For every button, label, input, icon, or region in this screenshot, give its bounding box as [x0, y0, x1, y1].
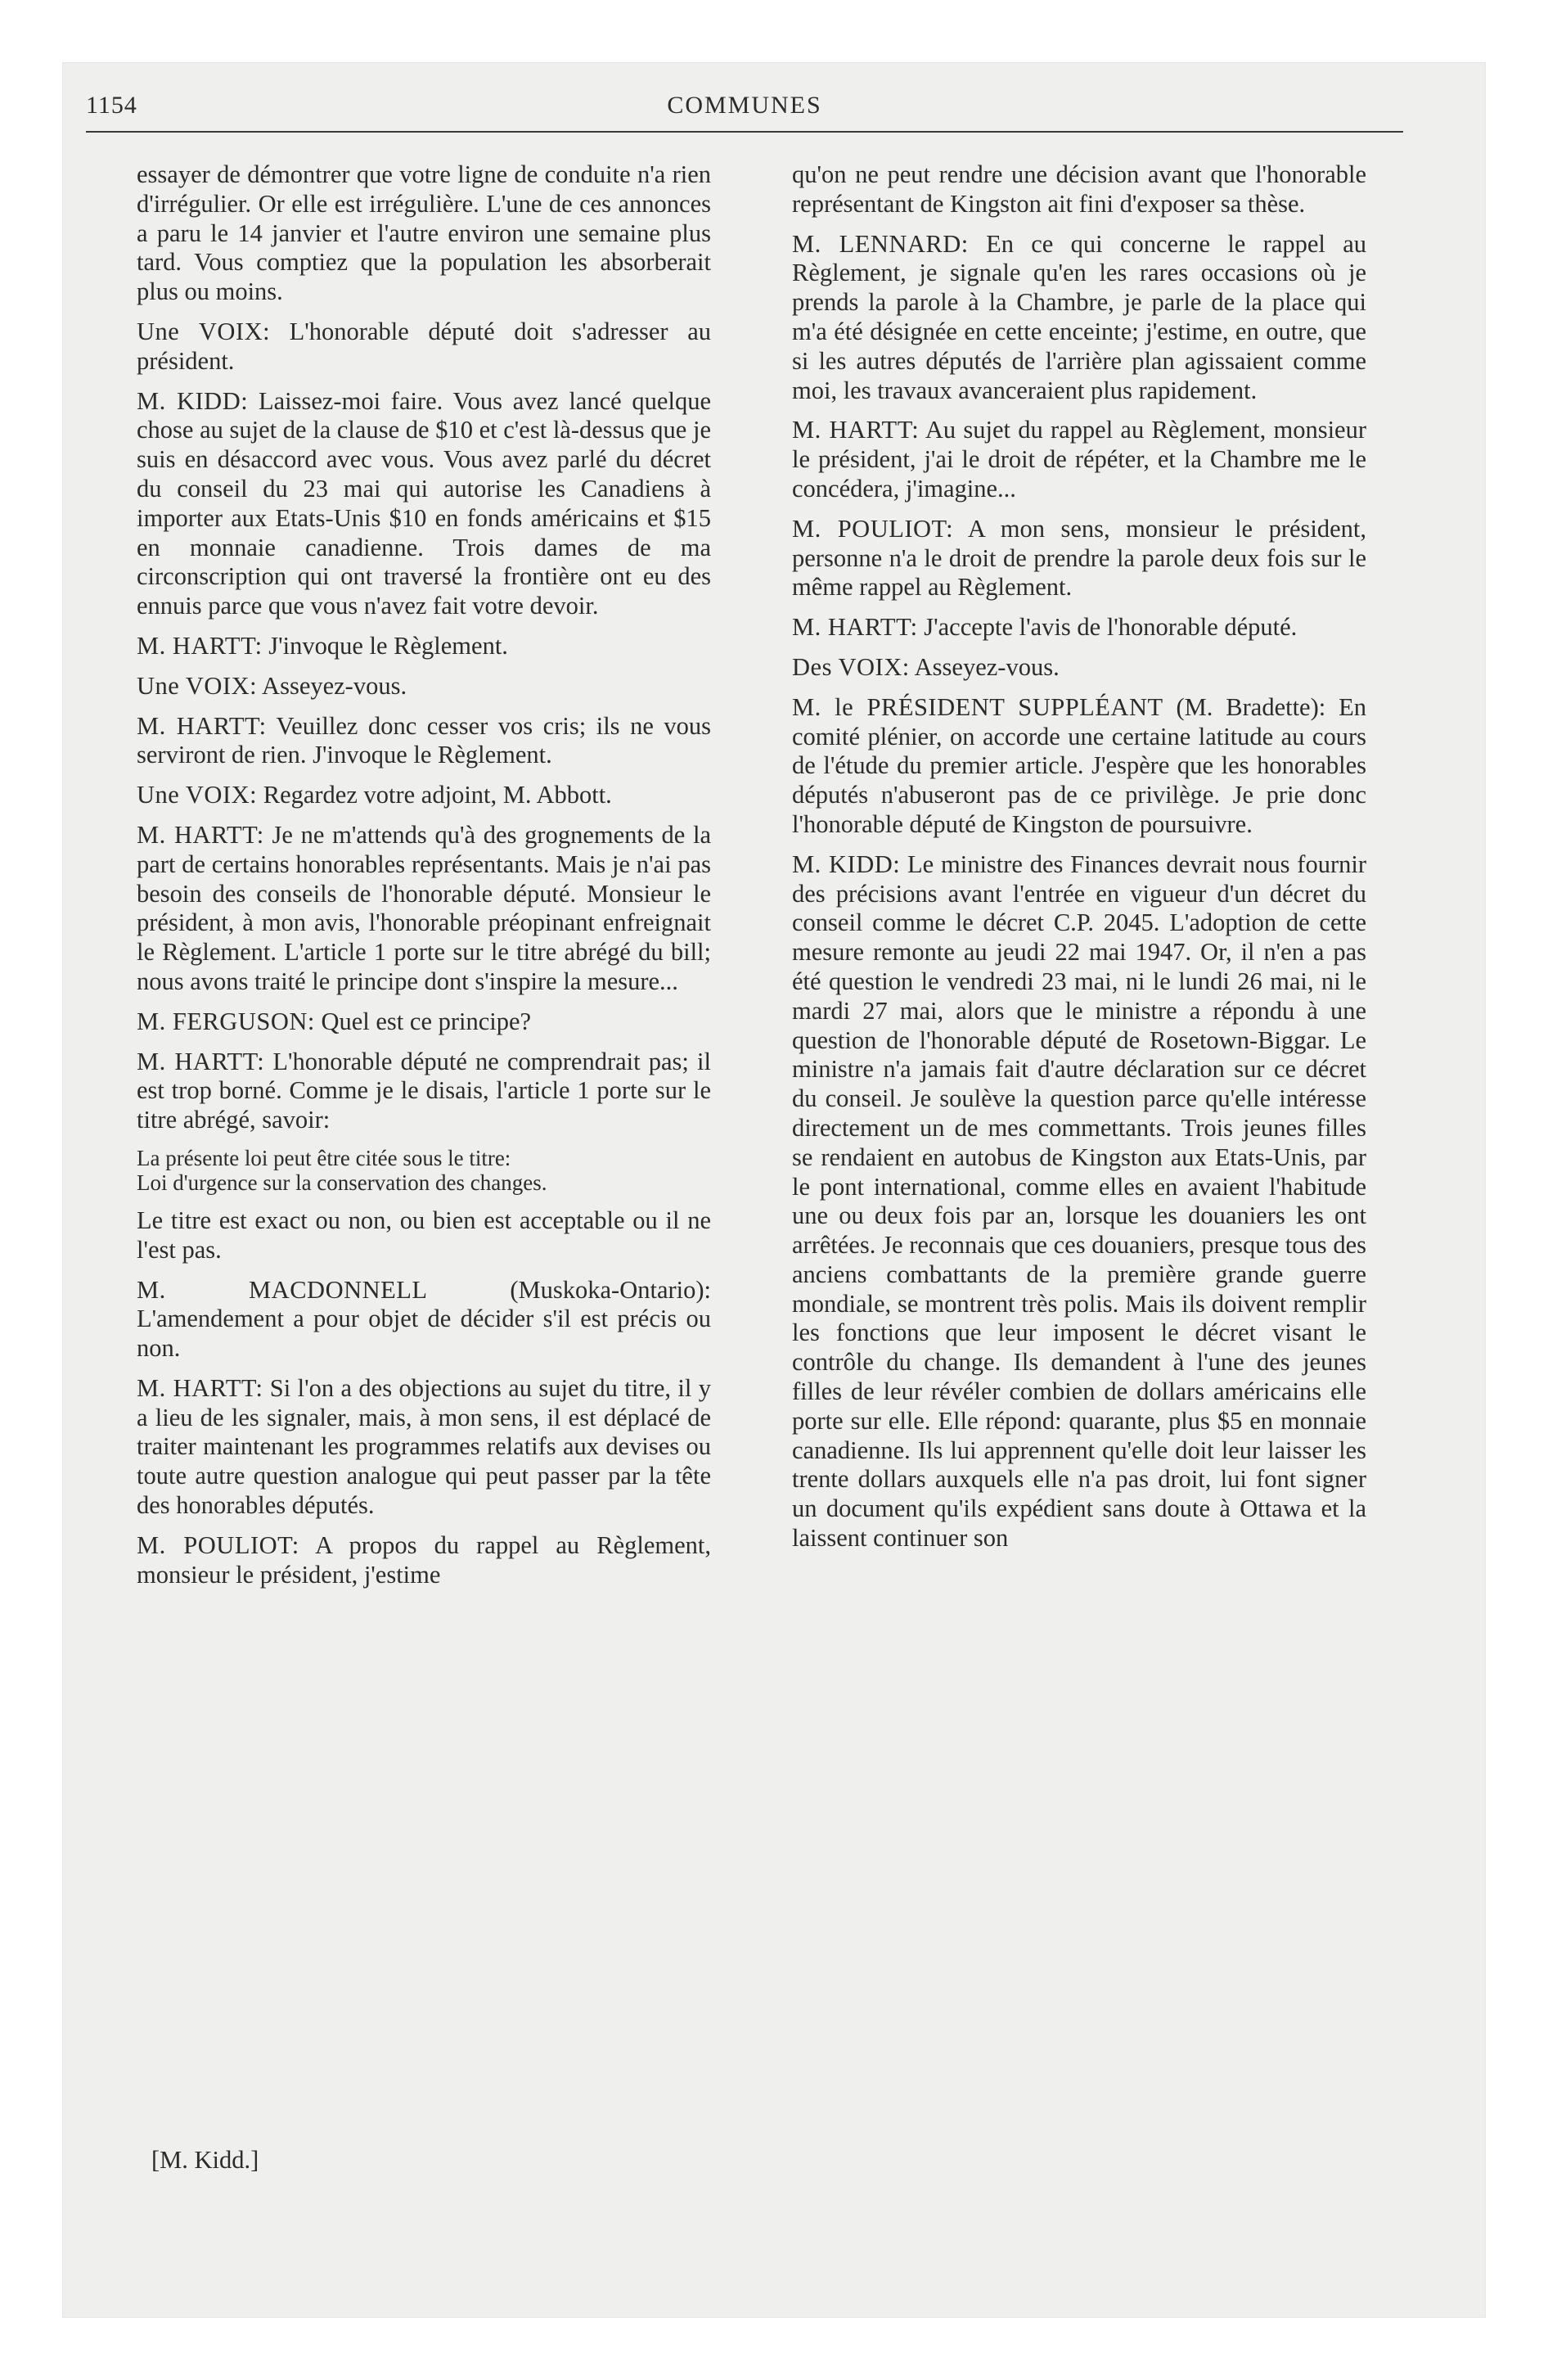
speaker: M. HARTT: [137, 1373, 263, 1402]
paragraph [137, 712, 711, 771]
paragraph [137, 672, 711, 701]
speaker: M. KIDD: [792, 850, 901, 878]
paragraph [792, 693, 1366, 840]
paragraph-text: essayer de démontrer que votre ligne de conduite n'a rien d'irrégulier. Or elle est irrégulière. L'une de ces annonces a paru le 14 janvier et l'autre environ une semaine plus tard. Vous comptiez que la population les absorberait plus ou moins. [137, 160, 711, 306]
paragraph-text: J'accepte l'avis de l'honorable député. [917, 613, 1298, 642]
paragraph [137, 1007, 711, 1037]
paragraph-text: Quel est ce principe? [314, 1007, 532, 1035]
speaker: M. HARTT: [792, 416, 920, 444]
speaker: M. HARTT: [137, 631, 263, 660]
paragraph-text: Asseyez-vous. [257, 671, 407, 700]
paragraph [137, 1531, 711, 1590]
paragraph [137, 781, 711, 810]
speaker: M. LENNARD: [792, 229, 969, 258]
paragraph [792, 160, 1366, 219]
paragraph-text: L'honorable député doit s'adresser au président. [137, 317, 711, 375]
paragraph [792, 653, 1366, 683]
speaker: M. HARTT: [137, 1047, 265, 1075]
speaker: M. le PRÉSIDENT SUPPLÉANT [792, 692, 1163, 721]
paragraph [137, 1374, 711, 1521]
quote-line: La présente loi peut être citée sous le titre: [137, 1145, 511, 1170]
paragraph [137, 1276, 711, 1364]
paragraph-text: Le titre est exact ou non, ou bien est acceptable ou il ne l'est pas. [137, 1206, 711, 1264]
header-rule [86, 131, 1403, 133]
paragraph-text: (Muskoka-Ontario): L'amendement a pour objet de décider s'il est précis ou non. [137, 1275, 711, 1363]
speaker-reference: [M. Kidd.] [151, 2146, 259, 2174]
speaker: M. POULIOT: [137, 1530, 299, 1559]
paragraph-text: Regardez votre adjoint, M. Abbott. [257, 781, 612, 809]
paragraph-text: L'honorable député ne comprendrait pas; il est trop borné. Comme je le disais, l'article 1 porte sur le titre abrégé, savoir: [137, 1047, 711, 1134]
paragraph [137, 1206, 711, 1265]
paragraph [792, 515, 1366, 602]
page-header [86, 92, 1403, 128]
running-head: COMMUNES [667, 92, 822, 119]
paragraph [137, 160, 711, 307]
paragraph [792, 613, 1366, 642]
paragraph [137, 821, 711, 997]
speaker: Une VOIX: [137, 671, 258, 700]
speaker: M. MACDONNELL [137, 1275, 428, 1304]
quote-line: Loi d'urgence sur la conservation des changes. [137, 1170, 547, 1195]
speaker: Des VOIX: [792, 652, 910, 681]
speaker: M. HARTT: [792, 613, 918, 642]
left-column [137, 160, 711, 1600]
speaker: Une VOIX: [137, 781, 258, 809]
paragraph-text: Je ne m'attends qu'à des grognements de la part de certains honorables représentants. Mais je n'ai pas besoin des conseils de l'honorable député. Monsieur le président, à mon avis, l'honorable préopinant enfreignait le Règlement. L'article 1 porte sur le titre abrégé du bill; nous avons traité le principe dont s'inspire la mesure... [137, 820, 711, 995]
paragraph-text: En ce qui concerne le rappel au Règlement, je signale qu'en les rares occasions où je prends la parole à la Chambre, je parle de la place qui m'a été désignée en cette enceinte; j'estime, en outre, que si les autres députés de l'arrière plan agissaient comme moi, les travaux avanceraient plus rapidement. [792, 229, 1366, 404]
paragraph-text: A mon sens, monsieur le président, personne n'a le droit de prendre la parole deux fois sur le même rappel au Règlement. [792, 514, 1366, 602]
page-number: 1154 [86, 92, 137, 119]
speaker: M. KIDD: [137, 386, 249, 415]
paragraph [792, 230, 1366, 406]
paragraph [137, 318, 711, 376]
speaker: M. HARTT: [137, 820, 264, 849]
paragraph [137, 387, 711, 621]
paragraph [137, 632, 711, 661]
paragraph-text: Le ministre des Finances devrait nous fournir des précisions avant l'entrée en vigueur d'un décret du conseil comme le décret C.P. 2045. L'adoption de cette mesure remonte au jeudi 22 mai 1947. Or, il n'en a pas été question le vendredi 23 mai, ni le lundi 26 mai, ni le mardi 27 mai, alors que le ministre a répondu à une question de l'honorable député de Rosetown-Biggar. Le ministre n'a jamais fait d'autre déclaration sur ce décret du conseil. Je soulève la question parce qu'elle intéresse directement un de mes commettants. Trois jeunes filles se rendaient en autobus de Kingston aux Etats-Unis, par le pont international, comme elles en avaient l'habitude une ou deux fois par an, lorsque les douaniers les ont arrêtées. Je reconnais que ces douaniers, presque tous des anciens combattants de la première grande guerre mondiale, se montrent très polis. Mais ils doivent remplir les fonctions que leur imposent le décret visant le contrôle du change. Ils demandent à l'une des jeunes filles de leur révéler combien de dollars américains elle porte sur elle. Elle répond: quarante, plus $5 en monnaie canadienne. Ils lui apprennent qu'elle doit leur laisser les trente dollars auxquels elle n'a pas droit, lui font signer un document qu'ils expédient sans doute à Ottawa et la laissent continuer son [792, 850, 1366, 1553]
paragraph-text: Veuillez donc cesser vos cris; ils ne vous serviront de rien. J'invoque le Règlement. [137, 711, 711, 769]
speaker: Une VOIX: [137, 317, 271, 345]
paragraph [792, 850, 1366, 1553]
paragraph-text: qu'on ne peut rendre une décision avant que l'honorable représentant de Kingston ait fini d'exposer sa thèse. [792, 160, 1366, 218]
paragraph-text: A propos du rappel au Règlement, monsieur le président, j'estime [137, 1530, 711, 1589]
paragraph-text: Asseyez-vous. [909, 652, 1060, 681]
block-quote [137, 1146, 711, 1195]
paragraph [792, 416, 1366, 503]
paragraph-text: J'invoque le Règlement. [262, 631, 508, 660]
paragraph-text: Au sujet du rappel au Règlement, monsieur le président, j'ai le droit de répéter, et la Chambre me le concédera, j'imagine... [792, 416, 1366, 503]
paragraph [137, 1048, 711, 1135]
right-column [792, 160, 1366, 1564]
speaker: M. POULIOT: [792, 514, 954, 543]
paragraph-text: (M. Bradette): En comité plénier, on accorde une certaine latitude au cours de l'étude du premier article. J'espère que les honorables députés n'abuseront pas de ce privilège. Je prie donc l'honorable député de Kingston de poursuivre. [792, 692, 1366, 838]
paragraph-text: Si l'on a des objections au sujet du titre, il y a lieu de les signaler, mais, à mon sens, il est déplacé de traiter maintenant les programmes relatifs aux devises ou toute autre question analogue qui peut passer par la tête des honorables députés. [137, 1373, 712, 1520]
speaker: M. HARTT: [137, 711, 267, 740]
paragraph-text: Laissez-moi faire. Vous avez lancé quelque chose au sujet de la clause de $10 et c'est là-dessus que je suis en désaccord avec vous. Vous avez parlé du décret du conseil du 23 mai qui autorise les Canadiens à importer aux Etats-Unis $10 en fonds américains et $15 en monnaie canadienne. Trois dames de ma circonscription qui ont traversé la frontière ont eu des ennuis parce que vous n'avez fait votre devoir. [137, 386, 711, 620]
speaker: M. FERGUSON: [137, 1007, 315, 1035]
